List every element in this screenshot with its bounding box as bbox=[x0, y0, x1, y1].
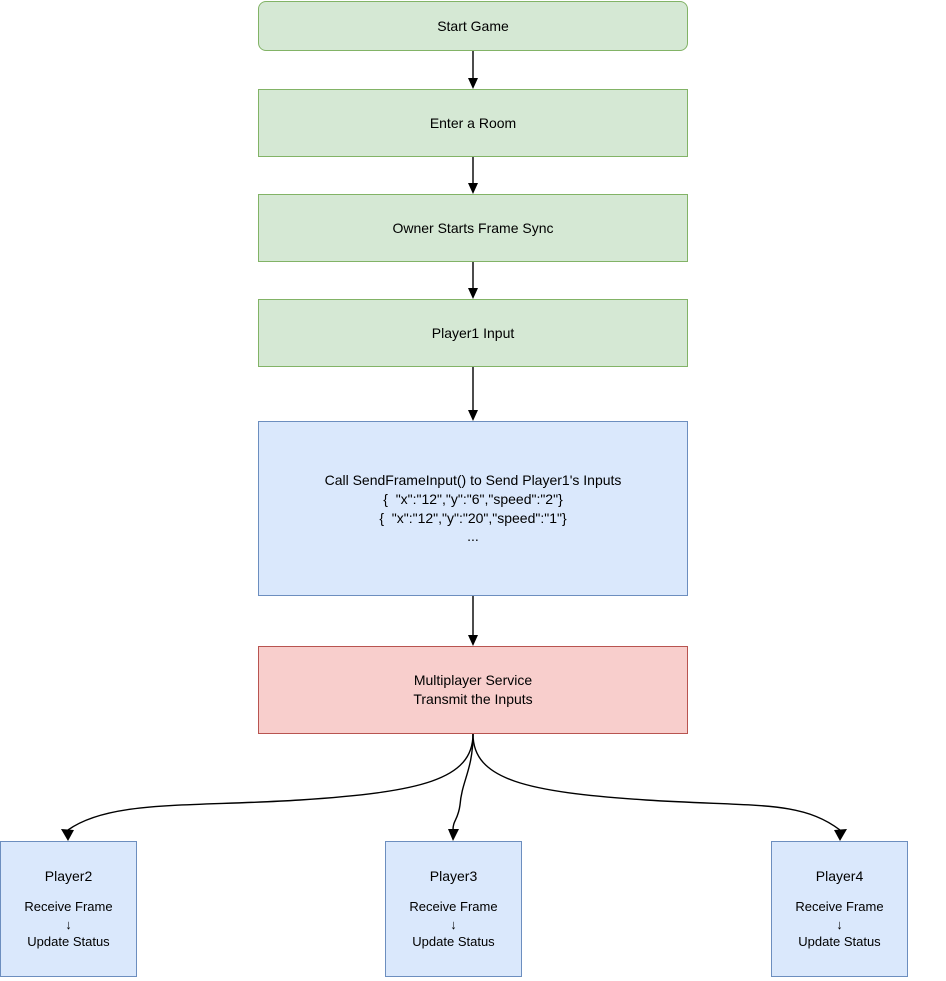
node-step-update-status: Update Status bbox=[798, 934, 881, 950]
node-owner-starts-frame-sync[interactable] bbox=[258, 194, 688, 262]
node-step-receive-frame: Receive Frame bbox=[795, 899, 884, 915]
down-arrow-icon: ↓ bbox=[65, 916, 72, 932]
edge-service-to-player4 bbox=[473, 734, 847, 841]
node-label: Multiplayer Service bbox=[413, 672, 533, 689]
node-label: Start Game bbox=[437, 17, 509, 34]
node-step-update-status: Update Status bbox=[412, 934, 495, 950]
node-label: Player1 Input bbox=[431, 324, 515, 341]
node-label: Owner Starts Frame Sync bbox=[392, 219, 554, 236]
node-label: Player2 bbox=[44, 868, 93, 885]
edge-sync-to-input bbox=[468, 262, 478, 299]
edge-room-to-sync bbox=[468, 157, 478, 194]
node-player4[interactable] bbox=[771, 841, 908, 977]
node-label: Player4 bbox=[815, 868, 864, 885]
node-payload-ellipsis: ... bbox=[467, 528, 479, 545]
edge-start-to-room bbox=[468, 51, 478, 89]
node-payload-line-2: { "x":"12","y":"20","speed":"1"} bbox=[379, 509, 567, 526]
node-start-game[interactable] bbox=[258, 1, 688, 51]
node-multiplayer-service[interactable] bbox=[258, 646, 688, 734]
node-send-frame-input[interactable] bbox=[258, 421, 688, 596]
node-label: Player3 bbox=[429, 868, 478, 885]
node-player2[interactable] bbox=[0, 841, 137, 977]
edge-service-to-player2 bbox=[61, 734, 473, 841]
node-label: Call SendFrameInput() to Send Player1's Inputs bbox=[324, 471, 622, 488]
node-player1-input[interactable] bbox=[258, 299, 688, 367]
node-payload-line-1: { "x":"12","y":"6","speed":"2"} bbox=[383, 490, 563, 507]
node-enter-room[interactable] bbox=[258, 89, 688, 157]
node-sublabel: Transmit the Inputs bbox=[413, 691, 533, 707]
edge-service-to-player3 bbox=[448, 734, 473, 841]
edge-send-to-service bbox=[468, 596, 478, 646]
down-arrow-icon: ↓ bbox=[450, 916, 457, 932]
node-step-update-status: Update Status bbox=[27, 934, 110, 950]
node-step-receive-frame: Receive Frame bbox=[24, 899, 113, 915]
node-step-receive-frame: Receive Frame bbox=[409, 899, 498, 915]
node-label: Enter a Room bbox=[429, 114, 517, 131]
down-arrow-icon: ↓ bbox=[836, 916, 843, 932]
node-player3[interactable] bbox=[385, 841, 522, 977]
edge-input-to-send bbox=[468, 367, 478, 421]
